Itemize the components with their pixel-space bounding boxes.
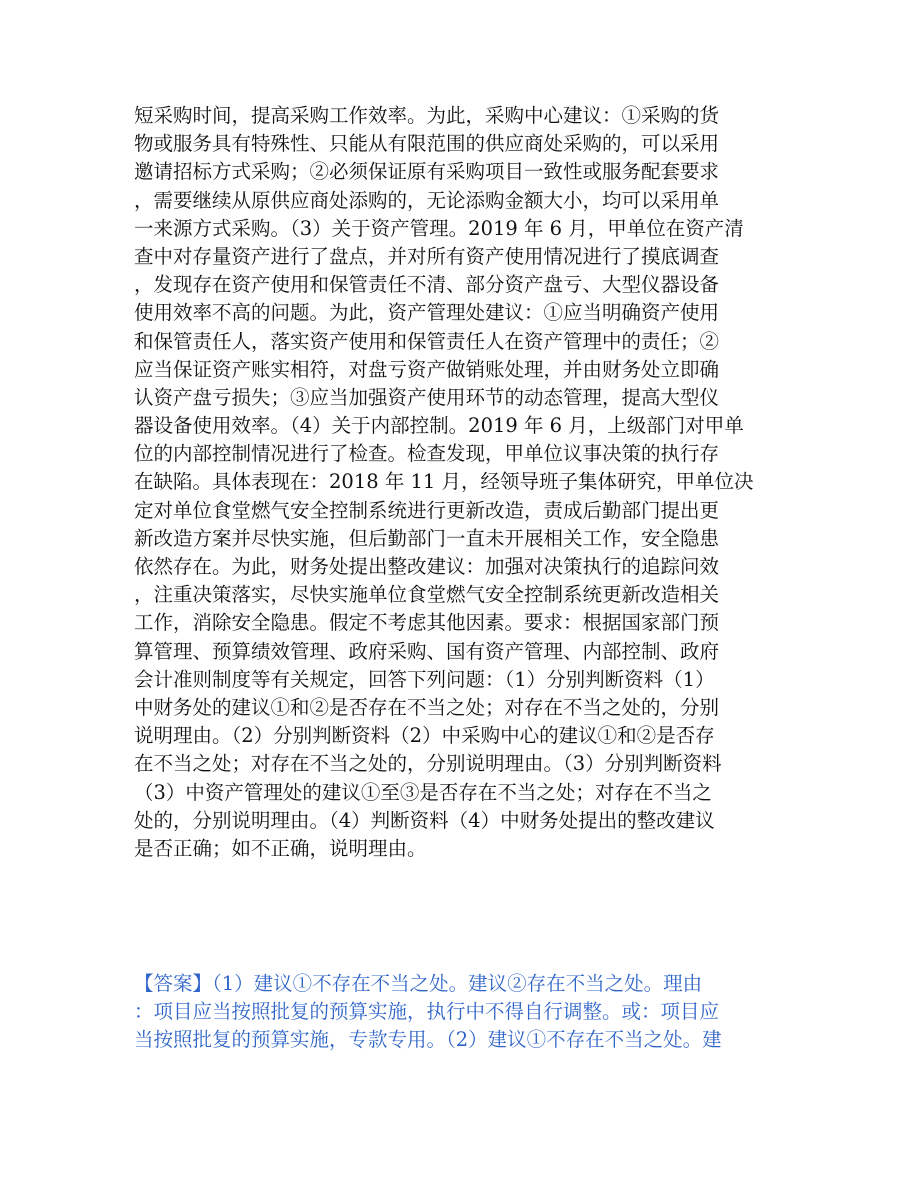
answer-line: 【答案】（1）建议①不存在不当之处。建议②存在不当之处。理由 bbox=[134, 972, 703, 995]
question-text bbox=[134, 102, 794, 863]
question-line: 器设备使用效率。（4）关于内部控制。2019 年 6 月，上级部门对甲单 bbox=[134, 414, 744, 438]
question-line: 邀请招标方式采购；②必须保证原有采购项目一致性或服务配套要求 bbox=[134, 160, 720, 184]
question-line: 查中对存量资产进行了盘点，并对所有资产使用情况进行了摸底调查 bbox=[134, 244, 720, 268]
question-line: 物或服务具有特殊性、只能从有限范围的供应商处采购的，可以采用 bbox=[134, 132, 720, 156]
question-line: 在不当之处；对存在不当之处的，分别说明理由。（3）分别判断资料 bbox=[134, 752, 722, 776]
question-line: ，注重决策落实，尽快实施单位食堂燃气安全控制系统更新改造相关 bbox=[134, 583, 720, 607]
question-line: 一来源方式采购。（3）关于资产管理。2019 年 6 月，甲单位在资产清 bbox=[134, 216, 744, 240]
question-line: 应当保证资产账实相符，对盘亏资产做销账处理，并由财务处立即确 bbox=[134, 357, 720, 381]
question-line: 处的，分别说明理由。（4）判断资料（4）中财务处提出的整改建议 bbox=[134, 808, 715, 832]
question-line: 是否正确；如不正确，说明理由。 bbox=[134, 836, 427, 860]
question-line: 会计准则制度等有关规定，回答下列问题：（1）分别判断资料（1） bbox=[134, 667, 715, 691]
question-line: 中财务处的建议①和②是否存在不当之处；对存在不当之处的，分别 bbox=[134, 695, 720, 719]
question-line: 认资产盘亏损失；③应当加强资产使用环节的动态管理，提高大型仪 bbox=[134, 385, 720, 409]
question-line: 和保管责任人，落实资产使用和保管责任人在资产管理中的责任；② bbox=[134, 329, 720, 353]
question-line: 工作，消除安全隐患。假定不考虑其他因素。要求：根据国家部门预 bbox=[134, 611, 720, 635]
question-line: 新改造方案并尽快实施，但后勤部门一直未开展相关工作，安全隐患 bbox=[134, 526, 720, 550]
question-line: 短采购时间，提高采购工作效率。为此，采购中心建议：①采购的货 bbox=[134, 104, 720, 127]
answer-text bbox=[134, 970, 794, 1055]
question-line: 使用效率不高的问题。为此，资产管理处建议：①应当明确资产使用 bbox=[134, 301, 720, 325]
question-line: 依然存在。为此，财务处提出整改建议：加强对决策执行的追踪问效 bbox=[134, 555, 720, 578]
question-line: 定对单位食堂燃气安全控制系统进行更新改造，责成后勤部门提出更 bbox=[134, 498, 720, 522]
question-line: 说明理由。（2）分别判断资料（2）中采购中心的建议①和②是否存 bbox=[134, 724, 715, 748]
answer-line: ：项目应当按照批复的预算实施，执行中不得自行调整。或：项目应 bbox=[134, 1000, 720, 1024]
answer-line: 当按照批复的预算实施，专款专用。（2）建议①不存在不当之处。建 bbox=[134, 1028, 722, 1052]
question-line: 在缺陷。具体表现在：2018 年 11 月，经领导班子集体研究，甲单位决 bbox=[134, 470, 754, 494]
question-line: （3）中资产管理处的建议①至③是否存在不当之处；对存在不当之 bbox=[134, 780, 712, 804]
question-line: ，发现存在资产使用和保管责任不清、部分资产盘亏、大型仪器设备 bbox=[134, 273, 720, 297]
question-line: 位的内部控制情况进行了检查。检查发现，甲单位议事决策的执行存 bbox=[134, 442, 720, 466]
question-line: ，需要继续从原供应商处添购的，无论添购金额大小，均可以采用单 bbox=[134, 188, 720, 212]
question-line: 算管理、预算绩效管理、政府采购、国有资产管理、内部控制、政府 bbox=[134, 639, 720, 663]
